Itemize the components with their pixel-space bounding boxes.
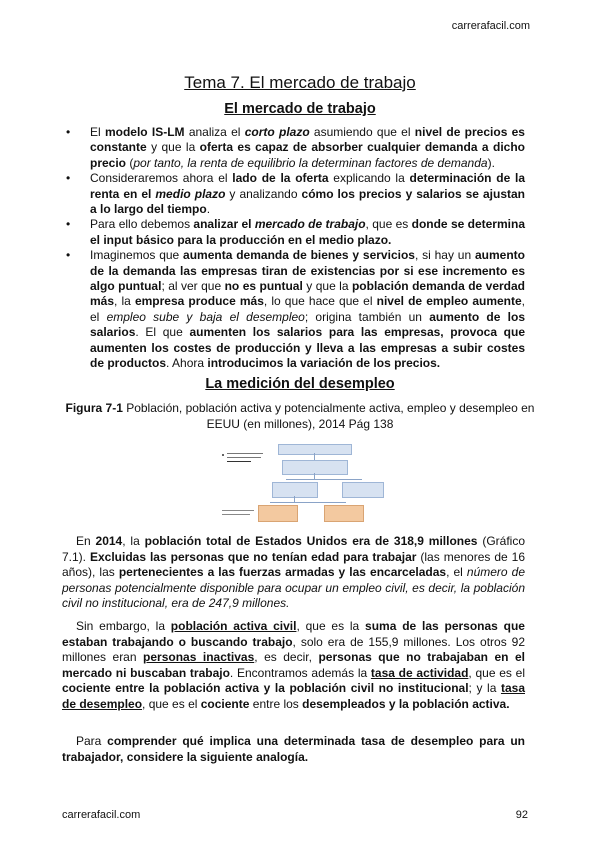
bullet-item: • Para ello debemos analizar el mercado de trabajo, que es donde se determina el input básico para la producción en el medio plazo.: [62, 217, 525, 248]
diagram-box-inactive: [342, 482, 384, 498]
figure-diagram: [230, 442, 412, 524]
header-site: carrerafacil.com: [451, 20, 530, 32]
diagram-box-employed: [258, 505, 298, 522]
diagram-box-civil: [282, 460, 348, 475]
bullet-item: • Consideraremos ahora el lado de la oferta explicando la determinación de la renta en el medio plazo y analizando cómo los precios y salarios se ajustan a lo largo del tiempo.: [62, 171, 525, 217]
page-number: 92: [515, 809, 528, 821]
diagram-box-population: [278, 444, 352, 455]
figure-caption-text: Población, población activa y potencialmente activa, empleo y desempleo en EEUU (en millones), 2014 Pág 138: [122, 401, 535, 431]
footer-site: carrerafacil.com: [62, 809, 141, 821]
paragraph-poblacion-total: En 2014, la población total de Estados Unidos era de 318,9 millones (Gráfico 7.1). Excluidas las personas que no tenían edad para trabajar (las menores de 16 años), las pertenecientes a las fuerzas armadas y las encarceladas, el número de personas potencialmente disponible para ocupar un empleo civil, es decir, la población civil no institucional, era de 247,9 millones.: [62, 534, 526, 610]
section-heading-desempleo: La medición del desempleo: [205, 376, 395, 392]
paragraph-analogia: Para comprender qué implica una determinada tasa de desempleo para un trabajador, considere la siguiente analogía.: [62, 734, 525, 764]
paragraph-poblacion-activa: Sin embargo, la población activa civil, que es la suma de las personas que estaban trabajando o buscando trabajo, solo era de 155,9 millones. Los otros 92 millones eran personas inactivas, es decir, personas que no trabajaban en el mercado ni buscaban trabajo. Encontramos además la tasa de actividad, que es el cociente entre la población activa y la población civil no institucional; y la tasa de desempleo, que es el cociente entre los desempleados y la población activa.: [62, 619, 525, 711]
diagram-connector: [286, 479, 362, 480]
figure-caption: [62, 401, 538, 432]
diagram-connector: [314, 453, 315, 460]
diagram-box-unemployed: [324, 505, 364, 522]
figure-label: Figura 7-1: [65, 401, 123, 415]
diagram-box-active: [272, 482, 318, 498]
section-heading-mercado: El mercado de trabajo: [224, 101, 376, 117]
bullet-item: • El modelo IS-LM analiza el corto plazo asumiendo que el nivel de precios es constante y que la oferta es capaz de absorber cualquier demanda a dicho precio (por tanto, la renta de equilibrio la determinan factores de demanda).: [62, 125, 525, 171]
diagram-connector: [270, 502, 346, 503]
page-title: Tema 7. El mercado de trabajo: [184, 73, 416, 92]
bullet-list: [62, 125, 525, 372]
diagram-side-note: [222, 452, 266, 466]
bullet-item: • Imaginemos que aumenta demanda de bienes y servicios, si hay un aumento de la demanda las empresas tiran de existencias por si ese incremento es algo puntual; al ver que no es puntual y que la población demanda de verdad más, la empresa produce más, lo que hace que el nivel de empleo aumente, el empleo sube y baja el desempleo; origina también un aumento de los salarios. El que aumenten los salarios para las empresas, provoca que aumenten los costes de producción y lleva a las empresas a subir costes de productos. Ahora introducimos la variación de los precios.: [62, 248, 525, 371]
diagram-source-note: [222, 508, 256, 520]
